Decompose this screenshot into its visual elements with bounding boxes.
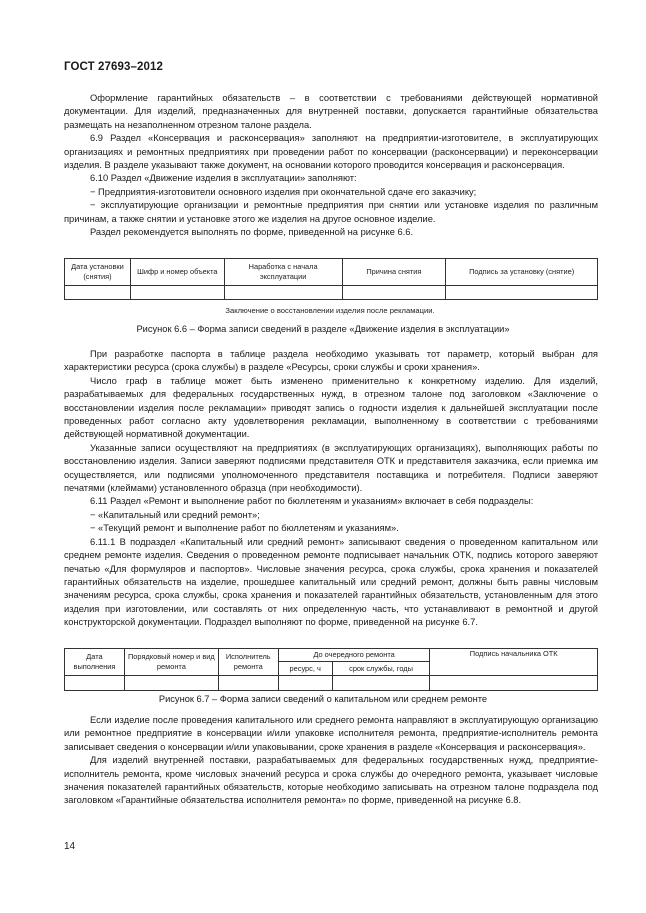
form-6-7-table (64, 648, 598, 691)
empty-cell (218, 676, 278, 691)
paragraph: Указанные записи осуществляют на предприятиях (в эксплуатирующих организациях), выполняющих работы по восстановлению изделия. Записи заверяют подписями представителя ОТК и представителя заказчика, если приемка им осуществляется, или подписями уполномоченного представителя поставщика и потребителя. Подписи заверяют печатями (клеймами) установленного образца (при необходимости). (64, 442, 598, 494)
empty-cell (278, 676, 332, 691)
paragraph: При разработке паспорта в таблице раздела необходимо указывать тот параметр, который выбран для характеристики ресурса (срока службы) в разделе «Ресурсы, сроки службы и сроки хранения». (64, 349, 598, 373)
header-cell: Подпись начальника ОТК (430, 649, 598, 676)
paragraph: Раздел рекомендуется выполнять по форме, приведенной на рисунке 6.6. (90, 227, 414, 238)
empty-cell (430, 676, 598, 691)
list-item: − Предприятия-изготовители основного изделия при окончательной сдаче его заказчику; (90, 186, 477, 197)
paragraph: 6.11.1 В подраздел «Капитальный или средний ремонт» записывают сведения о проведенном капитальном или среднем ремонте изделия. Сведения о проведенном ремонте подписывает начальник ОТК, подпись которого заверяют печатью «Для формуляров и паспортов». Числовые значения ресурса, срока службы, срока хранения и показателей гарантийных обязательств на изделие, прошедшее капитальный или средний ремонт, должны быть равны числовым значениям ресурса, срока службы, срока хранения и показателей гарантийных обязательств, установленным для этого изделия при изготовлении, или составлять от них определенную часть, что устанавливают в ремонтной и другой конструкторской документации. Подраздел выполняют по форме, приведенной на рисунке 6.7. (64, 536, 598, 628)
header-cell: Порядковый номер и вид ремонта (124, 649, 218, 676)
empty-cell (124, 676, 218, 691)
header-cell: До очередного ремонта (278, 649, 430, 662)
page-number: 14 (64, 841, 76, 852)
list-item: − «Текущий ремонт и выполнение работ по бюллетеням и указаниям». (90, 523, 399, 534)
text-block-2 (64, 348, 598, 630)
list-item: − эксплуатирующие организации и ремонтные предприятия при снятии или установке изделия по различным причинам, а также снятии и установке этого же изделия на другое основное изделие. (64, 200, 598, 224)
header-cell: срок службы, годы (332, 662, 430, 676)
header-cell: ресурс, ч (278, 662, 332, 676)
header-cell: Исполнитель ремонта (218, 649, 278, 676)
text-block-3 (64, 714, 598, 808)
header-cell: Причина снятия (342, 259, 446, 286)
empty-cell (65, 286, 131, 300)
paragraph: Оформление гарантийных обязательств – в соответствии с требованиями действующей нормативной документации. Для изделий, предназначенных для внутренней поставки, допускается гарантийные обязательства размещать на незаполненном отрезном талоне раздела. (64, 93, 598, 130)
form-note: Заключение о восстановлении изделия после рекламации. (225, 306, 435, 315)
empty-cell (130, 286, 224, 300)
paragraph: Если изделие после проведения капитального или среднего ремонта направляют в эксплуатирующую организацию или ремонтное предприятие в консервации и/или упаковке исполнителя ремонта, предприятие-исполнитель ремонта записывает сведения о консервации и/или упаковывании, сроке хранения в разделе «Консервация и расконсервация». (64, 715, 598, 752)
list-item: − «Капитальный или средний ремонт»; (90, 509, 260, 520)
paragraph: 6.11 Раздел «Ремонт и выполнение работ по бюллетеням и указаниям» включает в себя подразделы: (90, 496, 534, 507)
paragraph: 6.9 Раздел «Консервация и расконсервация» заполняют на предприятии-изготовителе, в эксплуатирующих организациях и ремонтных предприятиях при проведении работ по консервации (расконсервации) и переконсервации изделия. В разделе указывают также документ, на основании которого проводится консервация и расконсервация. (64, 133, 598, 171)
empty-cell (446, 286, 598, 300)
header-cell: Дата выполнения (65, 649, 125, 676)
document-header: ГОСТ 27693–2012 (64, 61, 164, 73)
empty-cell (332, 676, 430, 691)
form-6-6-table (64, 258, 598, 300)
empty-cell (342, 286, 446, 300)
empty-cell (65, 676, 125, 691)
header-cell: Подпись за установку (снятие) (446, 259, 598, 286)
header-cell: Дата установки (снятия) (65, 259, 131, 286)
paragraph: Число граф в таблице может быть изменено применительно к конкретному изделию. Для изделий, разрабатываемых для федеральных государственных нужд, в отрезном талоне под заголовком «Заключение о восстановлении изделия после рекламации» приводят запись о годности изделия к дальнейшей эксплуатации после проведенных работ согласно акту удовлетворения рекламации, выполненному в соответствии с требованиями действующей нормативной документации. (64, 375, 598, 440)
empty-cell (224, 286, 342, 300)
figure-caption: Рисунок 6.6 – Форма записи сведений в разделе «Движение изделия в эксплуатации» (136, 324, 510, 334)
header-cell: Шифр и номер объекта (130, 259, 224, 286)
paragraph: Для изделий внутренней поставки, разрабатываемых для федеральных государственных нужд, предприятие-исполнитель ремонта, кроме числовых значений ресурса и срока службы до очередного ремонта, указывает числовые значения показателей гарантийных обязательств, которые необходимо записывать на отрезном талоне подраздела под заголовком «Гарантийные обязательства исполнителя ремонта» по форме, приведенной на рисунке 6.8. (64, 755, 598, 806)
header-cell: Наработка с начала эксплуатации (224, 259, 342, 286)
figure-caption: Рисунок 6.7 – Форма записи сведений о капитальном или среднем ремонте (158, 694, 488, 704)
paragraph: 6.10 Раздел «Движение изделия в эксплуатации» заполняют: (90, 173, 357, 184)
text-block-1 (64, 92, 598, 239)
